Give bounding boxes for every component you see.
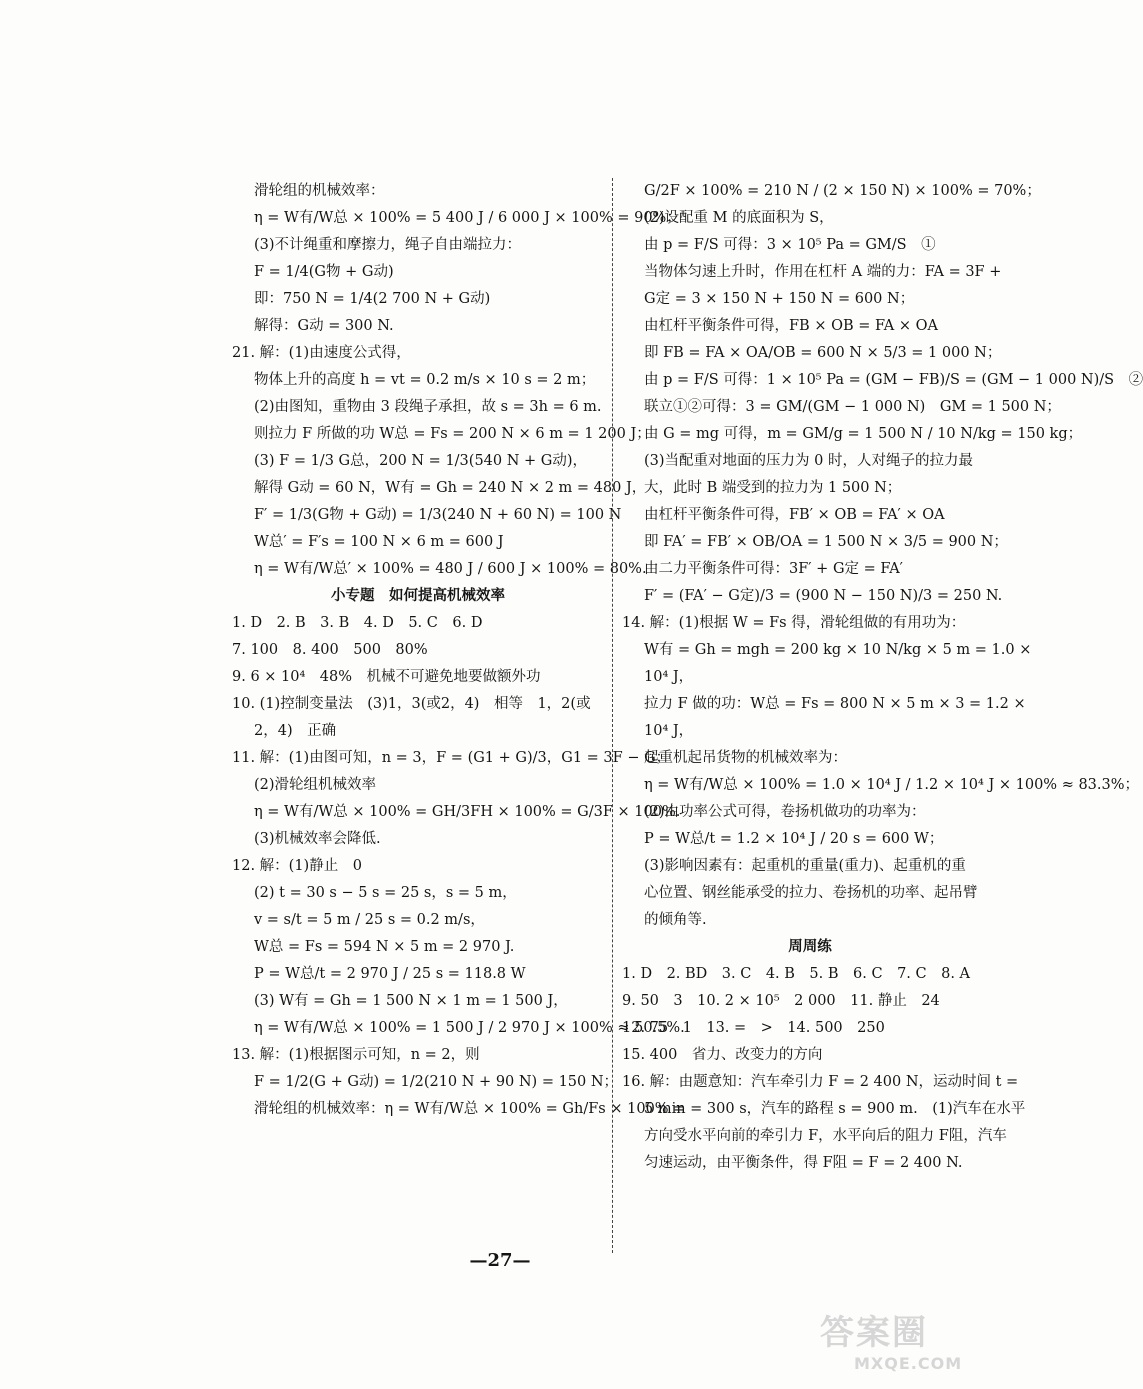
text-line: (2)设配重 M 的底面积为 S， bbox=[644, 210, 834, 226]
text-line: (2)由图知，重物由 3 段绳子承担，故 s = 3h = 6 m. bbox=[254, 399, 602, 415]
text-line: 解得 G动 = 60 N，W有 = Gh = 240 N × 2 m = 480 J， bbox=[254, 480, 647, 496]
text-line: 21. 解：(1)由速度公式得， bbox=[232, 345, 411, 361]
text-line: η = W有/W总 × 100% = GH/3FH × 100% = G/3F × 100%. bbox=[254, 804, 681, 820]
text-line: 1. D 2. B 3. B 4. D 5. C 6. D bbox=[232, 615, 483, 631]
text-line: (2)滑轮组机械效率 bbox=[254, 777, 377, 793]
text-line: 心位置、钢丝能承受的拉力、卷扬机的功率、起吊臂 bbox=[644, 885, 978, 901]
text-line: (3)机械效率会降低. bbox=[254, 831, 381, 847]
text-line: (3) F = 1/3 G总，200 N = 1/3(540 N + G动)， bbox=[254, 453, 588, 469]
text-line: 12. 75 1 13. = > 14. 500 250 bbox=[622, 1020, 885, 1036]
text-line: G定 = 3 × 150 N + 150 N = 600 N； bbox=[644, 291, 915, 307]
text-line: 7. 100 8. 400 500 80% bbox=[232, 642, 428, 658]
text-line: 滑轮组的机械效率：η = W有/W总 × 100% = Gh/Fs × 100% = bbox=[254, 1101, 686, 1117]
text-line: P = W总/t = 2 970 J / 25 s = 118.8 W bbox=[254, 966, 526, 982]
text-line: (3)不计绳重和摩擦力，绳子自由端拉力： bbox=[254, 237, 522, 253]
watermark-url: MXQE.COM bbox=[854, 1354, 963, 1373]
text-line: η = W有/W总 × 100% = 5 400 J / 6 000 J × 100% = 90%； bbox=[254, 210, 681, 226]
page-number: —27— bbox=[469, 1250, 531, 1271]
text-line: P = W总/t = 1.2 × 10⁴ J / 20 s = 600 W； bbox=[644, 831, 944, 847]
text-line: 由 p = F/S 可得：1 × 10⁵ Pa = (GM − FB)/S = (GM − 1 000 N)/S ② bbox=[644, 372, 1143, 388]
text-line: (3)当配重对地面的压力为 0 时，人对绳子的拉力最 bbox=[644, 453, 973, 469]
text-line: 解得：G动 = 300 N. bbox=[254, 318, 394, 334]
text-line: 12. 解：(1)静止 0 bbox=[232, 858, 362, 874]
text-line: W有 = Gh = mgh = 200 kg × 10 N/kg × 5 m = 1.0 × bbox=[644, 642, 1032, 658]
text-line: 滑轮组的机械效率： bbox=[254, 183, 385, 199]
text-line: 由二力平衡条件可得：3F′ + G定 = FA′ bbox=[644, 561, 903, 577]
text-line: 15. 400 省力、改变力的方向 bbox=[622, 1047, 823, 1063]
text-line: 9. 6 × 10⁴ 48% 机械不可避免地要做额外功 bbox=[232, 669, 541, 685]
section-heading: 小专题 如何提高机械效率 bbox=[331, 588, 505, 604]
text-line: 由杠杆平衡条件可得，FB′ × OB = FA′ × OA bbox=[644, 507, 945, 523]
text-line: 由杠杆平衡条件可得，FB × OB = FA × OA bbox=[644, 318, 938, 334]
text-line: 10. (1)控制变量法 (3)1，3(或2，4) 相等 1，2(或 bbox=[232, 696, 591, 712]
column-divider bbox=[612, 178, 613, 1253]
text-line: 16. 解：由题意知：汽车牵引力 F = 2 400 N，运动时间 t = bbox=[622, 1074, 1019, 1090]
text-line: W总′ = F′s = 100 N × 6 m = 600 J bbox=[254, 534, 504, 550]
section-heading: 周周练 bbox=[788, 939, 832, 955]
text-line: 即 FA′ = FB′ × OB/OA = 1 500 N × 3/5 = 900 N； bbox=[644, 534, 1008, 550]
text-line: 起重机起吊货物的机械效率为： bbox=[644, 750, 847, 766]
text-line: 1. D 2. BD 3. C 4. B 5. B 6. C 7. C 8. A bbox=[622, 966, 971, 982]
text-line: 由 G = mg 可得，m = GM/g = 1 500 N / 10 N/kg = 150 kg； bbox=[644, 426, 1083, 442]
text-line: 物体上升的高度 h = vt = 0.2 m/s × 10 s = 2 m； bbox=[254, 372, 596, 388]
text-line: F′ = 1/3(G物 + G动) = 1/3(240 N + 60 N) = 100 N bbox=[254, 507, 622, 523]
text-line: 11. 解：(1)由图可知，n = 3，F = (G1 + G)/3，G1 = 3F − G； bbox=[232, 750, 671, 766]
text-line: 的倾角等. bbox=[644, 912, 707, 928]
text-line: 10⁴ J， bbox=[644, 669, 694, 685]
text-line: (2)由功率公式可得，卷扬机做功的功率为： bbox=[644, 804, 926, 820]
text-line: η = W有/W总′ × 100% = 480 J / 600 J × 100% = 80%. bbox=[254, 561, 647, 577]
text-line: 则拉力 F 所做的功 W总 = Fs = 200 N × 6 m = 1 200 J； bbox=[254, 426, 651, 442]
text-line: 即：750 N = 1/4(2 700 N + G动) bbox=[254, 291, 491, 307]
text-line: F′ = (FA′ − G定)/3 = (900 N − 150 N)/3 = 250 N. bbox=[644, 588, 1003, 604]
text-line: η = W有/W总 × 100% = 1.0 × 10⁴ J / 1.2 × 10⁴ J × 100% ≈ 83.3%； bbox=[644, 777, 1140, 793]
text-line: F = 1/4(G物 + G动) bbox=[254, 264, 394, 280]
text-line: 拉力 F 做的功：W总 = Fs = 800 N × 5 m × 3 = 1.2 × bbox=[644, 696, 1026, 712]
text-line: 方向受水平向前的牵引力 F，水平向后的阻力 F阻，汽车 bbox=[644, 1128, 1007, 1144]
text-line: 2，4) 正确 bbox=[254, 723, 337, 739]
text-line: 由 p = F/S 可得：3 × 10⁵ Pa = GM/S ① bbox=[644, 237, 936, 253]
text-line: (3) W有 = Gh = 1 500 N × 1 m = 1 500 J， bbox=[254, 993, 568, 1009]
text-line: W总 = Fs = 594 N × 5 m = 2 970 J. bbox=[254, 939, 515, 955]
watermark-logo bbox=[820, 1305, 990, 1385]
text-line: v = s/t = 5 m / 25 s = 0.2 m/s， bbox=[254, 912, 485, 928]
text-line: η = W有/W总 × 100% = 1 500 J / 2 970 J × 100% ≈ 50.5%. bbox=[254, 1020, 685, 1036]
text-line: 大，此时 B 端受到的拉力为 1 500 N； bbox=[644, 480, 902, 496]
text-line: 5 min = 300 s，汽车的路程 s = 900 m. (1)汽车在水平 bbox=[644, 1101, 1026, 1117]
text-line: (3)影响因素有：起重机的重量(重力)、起重机的重 bbox=[644, 858, 966, 874]
text-line: 10⁴ J， bbox=[644, 723, 694, 739]
text-line: 14. 解：(1)根据 W = Fs 得，滑轮组做的有用功为： bbox=[622, 615, 966, 631]
watermark-text: 答案圈 bbox=[820, 1313, 928, 1353]
text-line: 联立①②可得：3 = GM/(GM − 1 000 N) GM = 1 500 N； bbox=[644, 399, 1061, 415]
text-line: (2) t = 30 s − 5 s = 25 s，s = 5 m， bbox=[254, 885, 517, 901]
text-line: 9. 50 3 10. 2 × 10⁵ 2 000 11. 静止 24 bbox=[622, 993, 940, 1009]
text-line: F = 1/2(G + G动) = 1/2(210 N + 90 N) = 150 N； bbox=[254, 1074, 619, 1090]
text-line: 即 FB = FA × OA/OB = 600 N × 5/3 = 1 000 N； bbox=[644, 345, 1002, 361]
text-line: 13. 解：(1)根据图示可知，n = 2，则 bbox=[232, 1047, 480, 1063]
text-line: 当物体匀速上升时，作用在杠杆 A 端的力：FA = 3F + bbox=[644, 264, 1002, 280]
text-line: G/2F × 100% = 210 N / (2 × 150 N) × 100% = 70%； bbox=[644, 183, 1041, 199]
text-line: 匀速运动，由平衡条件，得 F阻 = F = 2 400 N. bbox=[644, 1155, 963, 1171]
right-column bbox=[622, 178, 1143, 1177]
